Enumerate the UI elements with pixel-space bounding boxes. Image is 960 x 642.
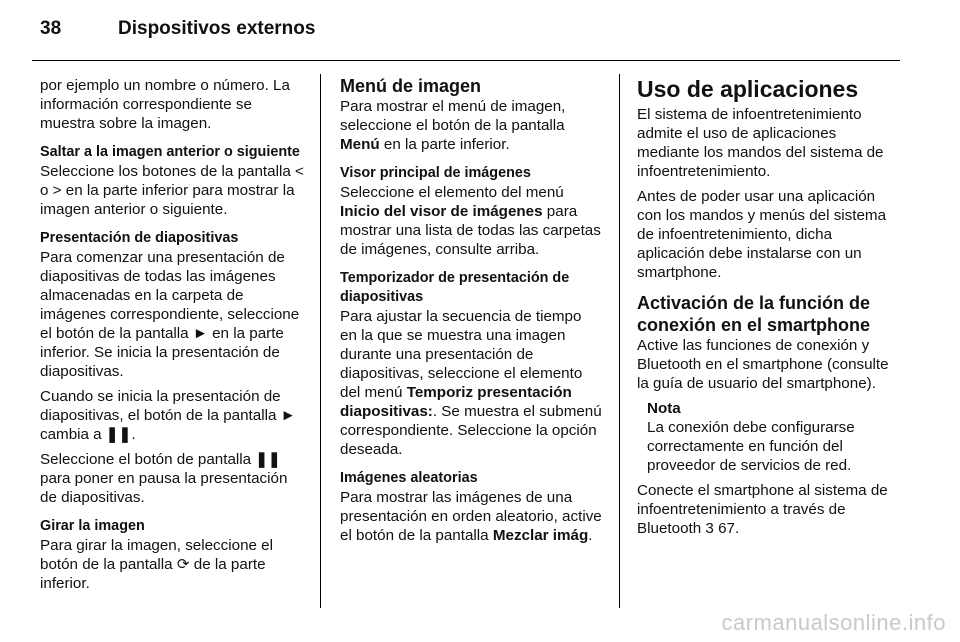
note-paragraph: La conexión debe configurarse correctamente en función del proveedor de servicios de red. [647,419,855,474]
section-title-slideshow: Presentación de diapositivas [40,230,239,246]
note-box [637,399,901,475]
note-title: Nota [647,400,681,417]
shuffle-paragraph: Para mostrar las imágenes de una presentación en orden aleatorio, active el botón de la pantalla Mezclar imág. [340,489,602,544]
play-icon: ► [192,325,208,342]
slideshow-timer-paragraph: Para ajustar la secuencia de tiempo en la que se muestra una imagen durante una presentación de diapositivas, seleccione el elemento del menú Temporiz presentación diapositivas:. Se muestra el submenú correspondiente. Seleccione la opción deseada. [340,308,602,458]
viewer-home-label: Inicio del visor de imágenes [340,203,543,220]
section-title-slideshow-timer: Temporizador de presentación de diapositivas [340,270,570,305]
slideshow-timer-label: Temporiz presentación diapositivas: [340,384,572,420]
slideshow-paragraph-3: Seleccione el botón de pantalla ❚❚ para poner en pausa la presentación de diapositivas. [40,451,288,506]
prev-arrow-icon: < [295,163,304,180]
page-number: 38 [40,18,62,39]
page-title: Dispositivos externos [118,18,316,39]
apps-paragraph-1: El sistema de infoentretenimiento admite el uso de aplicaciones mediante los mandos del sistema de infoentretenimiento. [637,106,884,180]
next-arrow-icon: > [52,182,62,199]
section-title-image-menu: Menú de imagen [340,76,482,96]
section-title-apps: Uso de aplicaciones [637,76,859,102]
connect-paragraph: Conecte el smartphone al sistema de infoentretenimiento a través de Bluetooth 3 67. [637,482,888,537]
image-menu-paragraph: Para mostrar el menú de imagen, seleccione el botón de la pantalla Menú en la parte inferior. [340,98,566,153]
skip-image-paragraph: Seleccione los botones de la pantalla < o > en la parte inferior para mostrar la imagen anterior o siguiente. [40,163,304,218]
apps-paragraph-2: Antes de poder usar una aplicación con los mandos y menús del sistema de infoentretenimiento, dicha aplicación debe instalarse con un smartphone. [637,188,887,281]
rotate-paragraph: Para girar la imagen, seleccione el botón de la pantalla ⟳ de la parte inferior. [40,537,273,592]
pause-icon: ❚❚ [255,451,281,468]
watermark: carmanualsonline.info [721,610,946,635]
activation-paragraph: Active las funciones de conexión y Bluetooth en el smartphone (consulte la guía de usuario del smartphone). [637,337,889,392]
shuffle-button-label: Mezclar imág [492,527,589,544]
page-header [40,18,315,40]
section-title-main-viewer: Visor principal de imágenes [340,165,531,181]
section-title-rotate: Girar la imagen [40,518,145,534]
slideshow-paragraph-1: Para comenzar una presentación de diapositivas de todas las imágenes almacenadas en la carpeta de imágenes correspondiente, seleccione el botón de la pantalla ► en la parte inferior. Se inicia la presentación de diapositivas. [40,249,300,380]
column-divider-2 [619,74,620,608]
section-title-shuffle: Imágenes aleatorias [340,470,478,486]
section-title-skip-image: Saltar a la imagen anterior o siguiente [40,144,300,160]
column-3 [637,76,901,548]
intro-paragraph: por ejemplo un nombre o número. La información correspondiente se muestra sobre la imagen. [40,77,290,132]
play-icon: ► [280,407,296,424]
column-divider-1 [320,74,321,608]
page-reference-icon: 3 [705,520,714,537]
rotate-icon: ⟳ [176,556,190,573]
menu-button-label: Menú [340,136,380,153]
column-1 [40,76,308,603]
column-2 [340,76,602,555]
main-viewer-paragraph: Seleccione el elemento del menú Inicio del visor de imágenes para mostrar una lista de todas las carpetas de imágenes, consulte arriba. [340,184,601,258]
header-rule [32,60,900,61]
section-title-activation: Activación de la función de conexión en el smartphone [637,293,871,335]
pause-icon: ❚❚ [105,426,132,443]
slideshow-paragraph-2: Cuando se inicia la presentación de diapositivas, el botón de la pantalla ► cambia a ❚❚. [40,388,296,443]
